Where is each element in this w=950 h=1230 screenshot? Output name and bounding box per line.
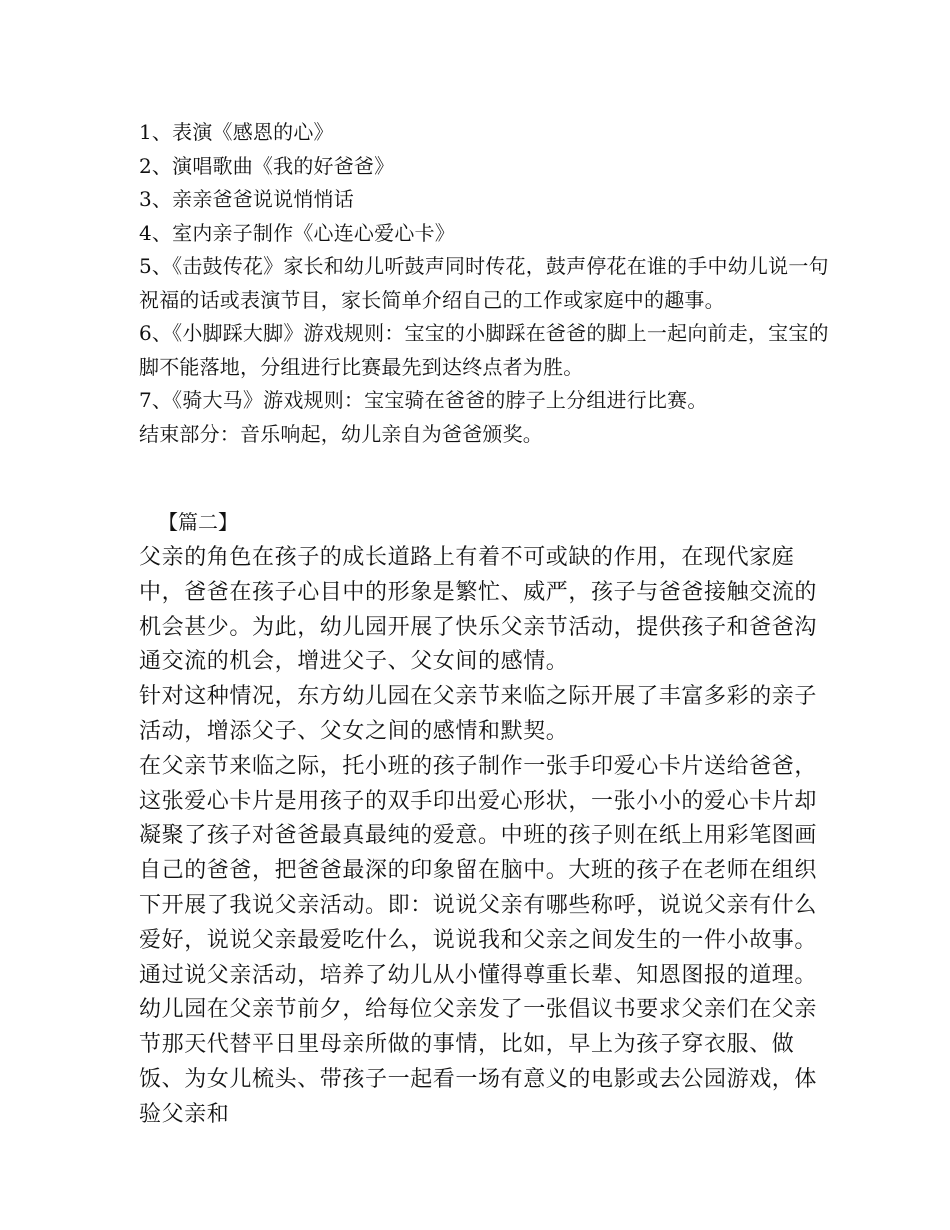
list-item: 5、《击鼓传花》家长和幼儿听鼓声同时传花，鼓声停花在谁的手中幼儿说一句祝福的话或表演节目，家长简单介绍自己的工作或家庭中的趣事。 <box>139 254 829 312</box>
list-item: 7、《骑大马》游戏规则：宝宝骑在爸爸的脖子上分组进行比赛。 <box>139 388 708 412</box>
section-heading: 【篇二】 <box>158 510 238 534</box>
closing-line: 结束部分：音乐响起，幼儿亲自为爸爸颁奖。 <box>139 421 543 446</box>
paragraph: 父亲的角色在孩子的成长道路上有着不可或缺的作用，在现代家庭中，爸爸在孩子心目中的形象是繁忙、威严，孩子与爸爸接触交流的机会甚少。为此，幼儿园开展了快乐父亲节活动，提供孩子和爸爸沟通交流的机会，增进父子、父女间的感情。 <box>139 545 818 675</box>
paragraph: 幼儿园在父亲节前夕，给每位父亲发了一张倡议书要求父亲们在父亲节那天代替平日里母亲所做的事情，比如，早上为孩子穿衣服、做饭、为女儿梳头、带孩子一起看一场有意义的电影或去公园游戏，体验父亲和 <box>139 997 818 1127</box>
list-item: 1、表演《感恩的心》 <box>139 120 334 144</box>
article-body <box>139 541 829 1133</box>
list-item: 2、演唱歌曲《我的好爸爸》 <box>139 153 395 178</box>
list-item: 3、亲亲爸爸说说悄悄话 <box>139 187 354 211</box>
list-item: 4、室内亲子制作《心连心爱心卡》 <box>139 220 455 245</box>
list-item: 6、《小脚踩大脚》游戏规则：宝宝的小脚踩在爸爸的脚上一起向前走，宝宝的脚不能落地，分组进行比赛最先到达终点者为胜。 <box>139 321 829 379</box>
activity-list <box>139 116 829 451</box>
paragraph: 针对这种情况，东方幼儿园在父亲节来临之际开展了丰富多彩的亲子活动，增添父子、父女之间的感情和默契。 <box>139 684 818 744</box>
paragraph: 在父亲节来临之际，托小班的孩子制作一张手印爱心卡片送给爸爸，这张爱心卡片是用孩子的双手印出爱心形状，一张小小的爱心卡片却凝聚了孩子对爸爸最真最纯的爱意。中班的孩子则在纸上用彩笔图画自己的爸爸，把爸爸最深的印象留在脑中。大班的孩子在老师在组织下开展了我说父亲活动。即：说说父亲有哪些称呼，说说父亲有什么爱好，说说父亲最爱吃什么，说说我和父亲之间发生的一件小故事。通过说父亲活动，培养了幼儿从小懂得尊重长辈、知恩图报的道理。 <box>139 753 818 988</box>
